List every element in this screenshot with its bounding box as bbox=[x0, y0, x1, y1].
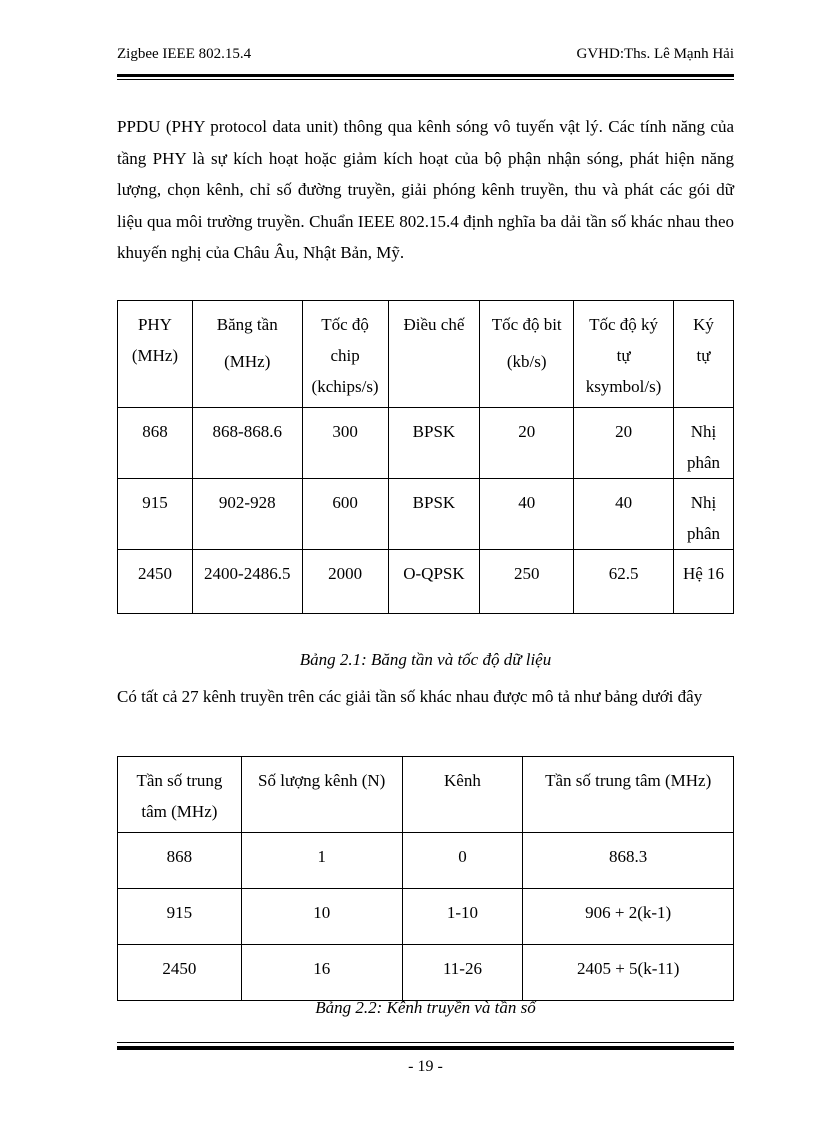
body-paragraph: PPDU (PHY protocol data unit) thông qua kênh sóng vô tuyến vật lý. Các tính năng của tầng PHY là sự kích hoạt hoặc giảm kích hoạt của bộ phận nhận sóng, phát hiện năng lượng, chọn kênh, chỉ số đường truyền, giải phóng kênh truyền, thu và phát các gói dữ liệu qua môi trường truyền. Chuẩn IEEE 802.15.4 định nghĩa ba dải tần số khác nhau theo khuyến nghị của Châu Âu, Nhật Bản, Mỹ. bbox=[117, 117, 734, 262]
header-instructor: GVHD:Ths. Lê Mạnh Hải bbox=[576, 46, 734, 62]
table-cell: 20 bbox=[480, 408, 574, 479]
table-cell: Nhị phân bbox=[674, 479, 734, 550]
table-row bbox=[118, 479, 734, 550]
table-header-row bbox=[118, 301, 734, 408]
table-cell: 600 bbox=[302, 479, 388, 550]
table2-caption: Bảng 2.2: Kênh truyền và tần số bbox=[315, 998, 536, 1017]
body-line: Có tất cả 27 kênh truyền trên các giải tần số khác nhau được mô tả như bảng dưới đây bbox=[117, 687, 703, 706]
table-cell: 16 bbox=[241, 945, 402, 1001]
table-cell: 300 bbox=[302, 408, 388, 479]
header-cell: Tốc độ bit (kb/s) bbox=[480, 301, 574, 408]
footer-rule-thin bbox=[117, 1042, 734, 1043]
table-row bbox=[118, 945, 734, 1001]
table-row bbox=[118, 833, 734, 889]
frequency-band-table bbox=[117, 300, 734, 614]
table-cell: 906 + 2(k-1) bbox=[523, 889, 734, 945]
header-cell: PHY (MHz) bbox=[118, 301, 193, 408]
table-cell: 2000 bbox=[302, 550, 388, 614]
table-cell: 250 bbox=[480, 550, 574, 614]
table1-caption: Bảng 2.1: Băng tần và tốc độ dữ liệu bbox=[299, 650, 552, 669]
page-header bbox=[117, 46, 734, 63]
table-cell: 868-868.6 bbox=[192, 408, 302, 479]
header-cell: Băng tần (MHz) bbox=[192, 301, 302, 408]
table-cell: 868 bbox=[118, 408, 193, 479]
header-cell: Điều chế bbox=[388, 301, 480, 408]
header-cell: Tần số trung tâm (MHz) bbox=[523, 757, 734, 833]
table-cell: 11-26 bbox=[402, 945, 523, 1001]
header-cell: Tốc độ ký tự ksymbol/s) bbox=[574, 301, 674, 408]
header-cell: Tốc độ chip (kchips/s) bbox=[302, 301, 388, 408]
table-cell: 10 bbox=[241, 889, 402, 945]
table-cell: 868.3 bbox=[523, 833, 734, 889]
table-cell: 1 bbox=[241, 833, 402, 889]
table-row bbox=[118, 550, 734, 614]
table-row bbox=[118, 889, 734, 945]
header-cell: Số lượng kênh (N) bbox=[241, 757, 402, 833]
header-title: Zigbee IEEE 802.15.4 bbox=[117, 46, 252, 62]
table-cell: 868 bbox=[118, 833, 242, 889]
footer-rule-thick bbox=[117, 1046, 734, 1050]
table-cell: 62.5 bbox=[574, 550, 674, 614]
table-cell: 2450 bbox=[118, 550, 193, 614]
table-cell: 915 bbox=[118, 889, 242, 945]
table-header-row bbox=[118, 757, 734, 833]
header-cell: Ký tự bbox=[674, 301, 734, 408]
header-cell: Tần số trung tâm (MHz) bbox=[118, 757, 242, 833]
page-number: - 19 - bbox=[408, 1058, 443, 1075]
channel-frequency-table bbox=[117, 756, 734, 1001]
header-rule-thick bbox=[117, 74, 734, 77]
header-rule-thin bbox=[117, 79, 734, 80]
table-row bbox=[118, 408, 734, 479]
table-cell: BPSK bbox=[388, 479, 480, 550]
table-cell: BPSK bbox=[388, 408, 480, 479]
header-cell: Kênh bbox=[402, 757, 523, 833]
table-cell: Hệ 16 bbox=[674, 550, 734, 614]
table-cell: 40 bbox=[574, 479, 674, 550]
table-cell: 2405 + 5(k-11) bbox=[523, 945, 734, 1001]
table-cell: 2450 bbox=[118, 945, 242, 1001]
table-cell: 0 bbox=[402, 833, 523, 889]
table-cell: 40 bbox=[480, 479, 574, 550]
table-cell: 1-10 bbox=[402, 889, 523, 945]
table-cell: O-QPSK bbox=[388, 550, 480, 614]
table-cell: 20 bbox=[574, 408, 674, 479]
table-cell: 2400-2486.5 bbox=[192, 550, 302, 614]
table-cell: 902-928 bbox=[192, 479, 302, 550]
table-cell: 915 bbox=[118, 479, 193, 550]
table-cell: Nhị phân bbox=[674, 408, 734, 479]
